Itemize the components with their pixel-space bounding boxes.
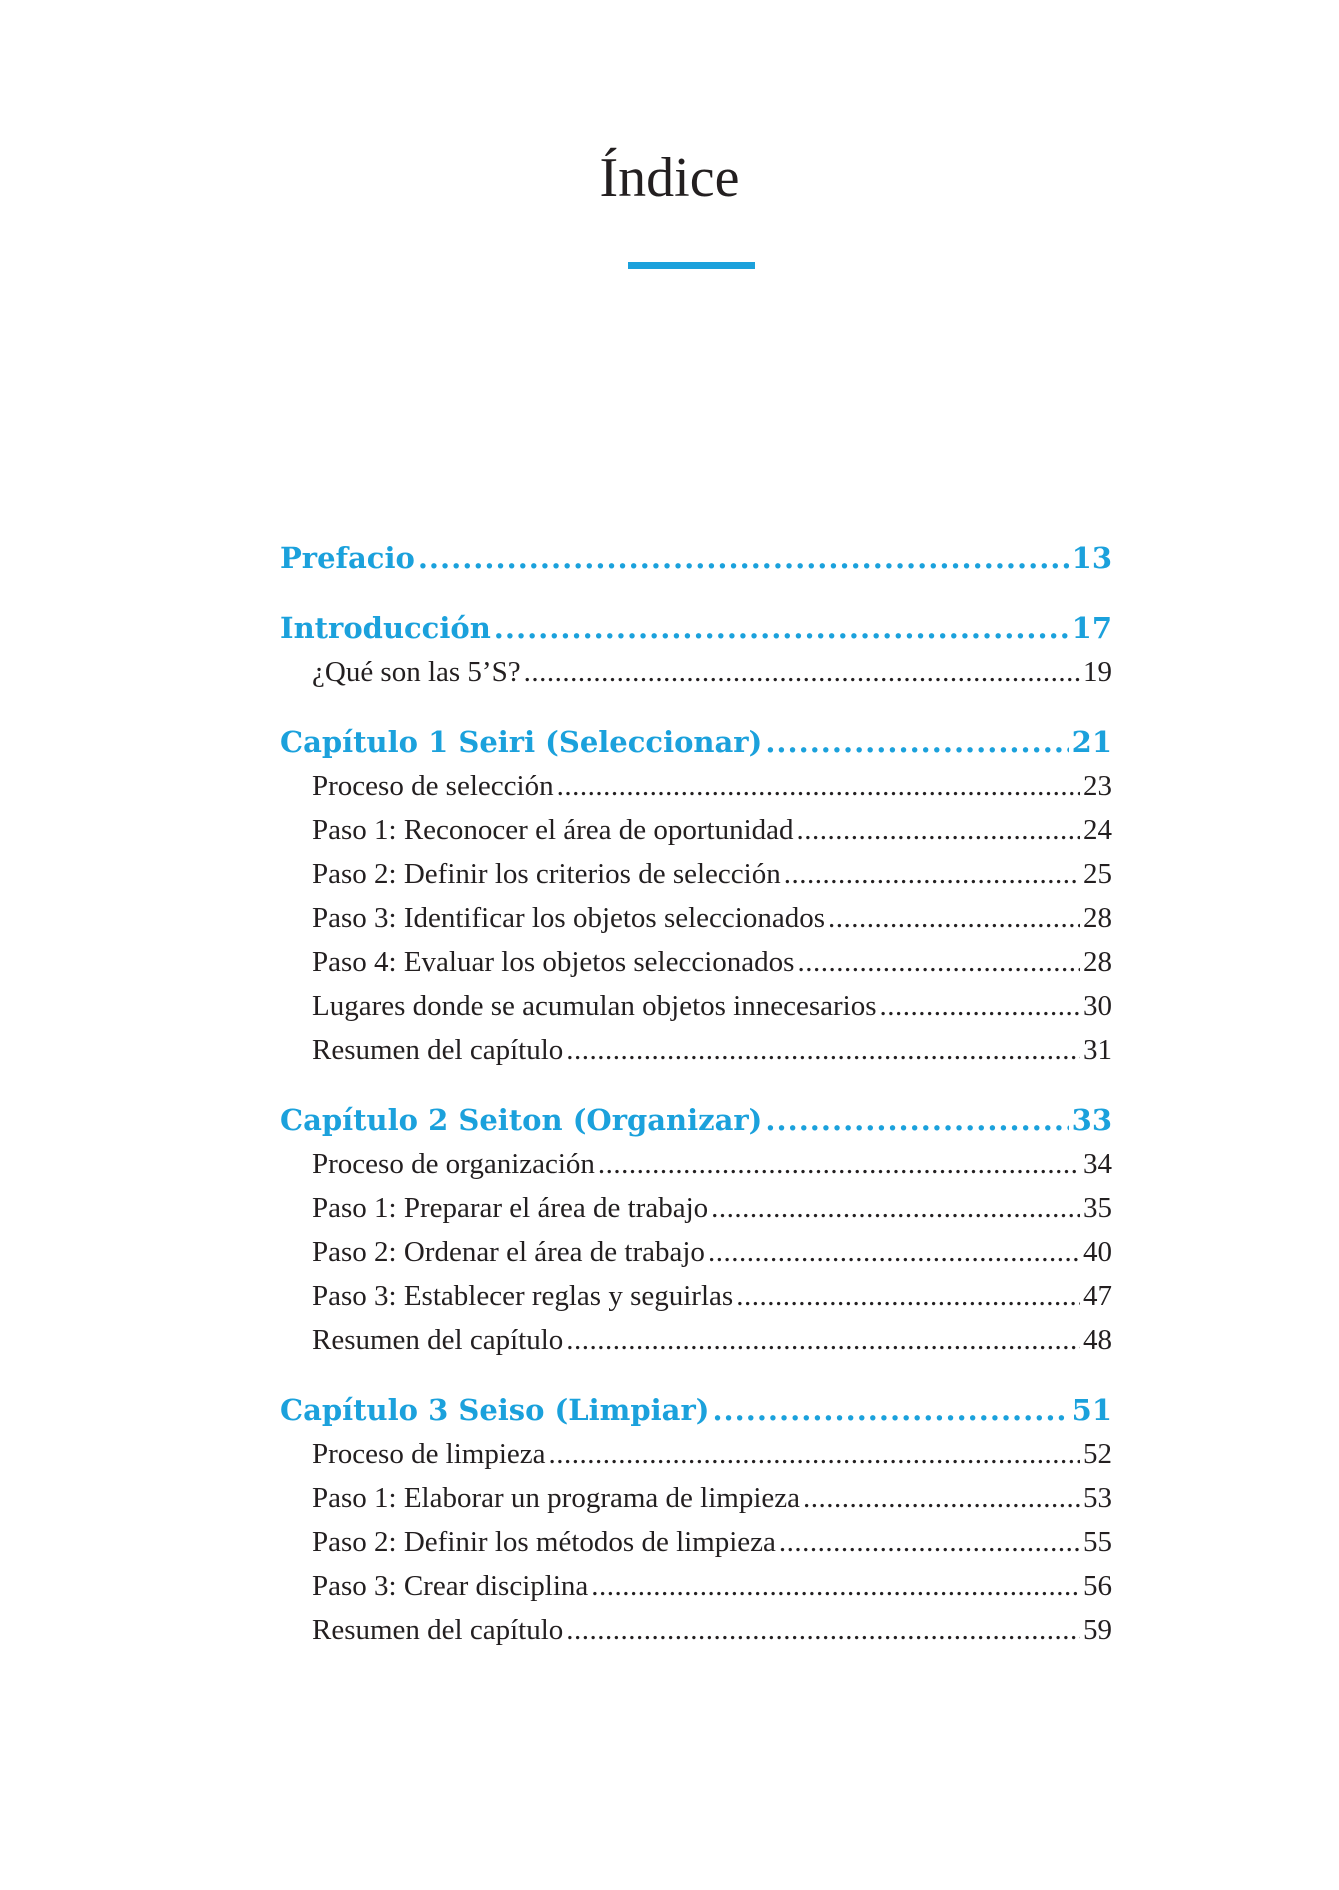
toc-entry-label: Capítulo 3 Seiso (Limpiar) [280,1393,710,1427]
toc-entry-page: 51 [1071,1393,1112,1427]
toc-entry-page: 33 [1071,1103,1112,1137]
toc-subentry-page: 48 [1083,1324,1112,1356]
toc-subentry[interactable] [280,852,1112,896]
toc-subentry-label: Paso 1: Reconocer el área de oportunidad [312,814,794,846]
toc-entry-capitulo-2[interactable] [280,1098,1112,1142]
toc-subentry-page: 53 [1083,1482,1112,1514]
toc-subentry-label: Paso 3: Establecer reglas y seguirlas [312,1280,734,1312]
toc-subentry-page: 25 [1083,858,1112,890]
dot-leader [566,1608,1080,1652]
toc-subentry[interactable] [280,1476,1112,1520]
dot-leader [708,1230,1080,1274]
toc-subentry[interactable] [280,1318,1112,1362]
dot-leader [765,1098,1068,1142]
dot-leader [797,808,1080,852]
toc-subentry-label: Paso 2: Ordenar el área de trabajo [312,1236,705,1268]
toc-entry-capitulo-3[interactable] [280,1388,1112,1432]
toc-subentry[interactable] [280,1274,1112,1318]
toc-entry-label: Capítulo 2 Seiton (Organizar) [280,1103,763,1137]
toc-subentry-page: 28 [1083,946,1112,978]
toc-subentry-page: 34 [1083,1148,1112,1180]
toc-subentry-label: Paso 2: Definir los criterios de selección [312,858,781,890]
toc-subentry-label: Lugares donde se acumulan objetos innecesarios [312,990,877,1022]
toc-subentry-label: Paso 3: Identificar los objetos seleccionados [312,902,826,934]
toc-subentry[interactable] [280,1608,1112,1652]
toc-subentry-label: Proceso de organización [312,1148,595,1180]
toc-subentry[interactable] [280,1564,1112,1608]
page-title: Índice [599,147,740,209]
toc-entry-label: Prefacio [280,541,415,575]
toc-subentry-page: 59 [1083,1614,1112,1646]
dot-leader [784,852,1080,896]
dot-leader [418,536,1069,580]
toc-subentry-page: 47 [1083,1280,1112,1312]
dot-leader [880,984,1080,1028]
toc-subentry[interactable] [280,1142,1112,1186]
toc-subentry[interactable] [280,650,1112,694]
dot-leader [712,1388,1068,1432]
toc-subentry[interactable] [280,1520,1112,1564]
dot-leader [797,940,1080,984]
dot-leader [566,1318,1080,1362]
toc-subentry-page: 30 [1083,990,1112,1022]
dot-leader [736,1274,1080,1318]
toc-entry-label: Introducción [280,611,491,645]
dot-leader [598,1142,1080,1186]
dot-leader [494,606,1069,650]
toc-subentry-label: Paso 4: Evaluar los objetos seleccionados [312,946,795,978]
toc-subentry[interactable] [280,940,1112,984]
toc-entry-page: 17 [1071,611,1112,645]
toc-subentry[interactable] [280,1028,1112,1072]
toc-subentry-page: 28 [1083,902,1112,934]
toc-subentry-page: 19 [1083,656,1112,688]
dot-leader [765,720,1068,764]
dot-leader [711,1186,1080,1230]
toc-subentry[interactable] [280,896,1112,940]
toc-subentry-page: 31 [1083,1034,1112,1066]
dot-leader [557,764,1080,808]
title-underline [628,262,755,269]
toc-subentry-page: 56 [1083,1570,1112,1602]
toc-subentry-label: ¿Qué son las 5’S? [312,656,521,688]
toc-subentry[interactable] [280,1230,1112,1274]
toc-entry-introduccion[interactable] [280,606,1112,650]
dot-leader [803,1476,1080,1520]
dot-leader [524,650,1080,694]
toc-subentry[interactable] [280,1186,1112,1230]
toc-subentry-label: Paso 1: Preparar el área de trabajo [312,1192,709,1224]
toc-subentry-label: Paso 2: Definir los métodos de limpieza [312,1526,776,1558]
toc-subentry-page: 23 [1083,770,1112,802]
toc-subentry-page: 24 [1083,814,1112,846]
toc-subentry-label: Resumen del capítulo [312,1614,564,1646]
toc-entry-label: Capítulo 1 Seiri (Seleccionar) [280,725,763,759]
dot-leader [566,1028,1080,1072]
dot-leader [828,896,1080,940]
toc-subentry[interactable] [280,984,1112,1028]
toc-subentry-label: Paso 1: Elaborar un programa de limpieza [312,1482,801,1514]
dot-leader [779,1520,1080,1564]
toc-entry-page: 21 [1071,725,1112,759]
toc-subentry-page: 52 [1083,1438,1112,1470]
toc-subentry[interactable] [280,764,1112,808]
toc-subentry-label: Proceso de selección [312,770,554,802]
dot-leader [591,1564,1080,1608]
toc-entry-prefacio[interactable] [280,536,1112,580]
toc-subentry[interactable] [280,1432,1112,1476]
table-of-contents [280,536,1112,1652]
toc-subentry-label: Proceso de limpieza [312,1438,546,1470]
toc-subentry-label: Paso 3: Crear disciplina [312,1570,589,1602]
toc-subentry-label: Resumen del capítulo [312,1034,564,1066]
toc-subentry[interactable] [280,808,1112,852]
toc-subentry-page: 55 [1083,1526,1112,1558]
toc-subentry-label: Resumen del capítulo [312,1324,564,1356]
toc-subentry-page: 35 [1083,1192,1112,1224]
toc-subentry-page: 40 [1083,1236,1112,1268]
dot-leader [549,1432,1080,1476]
toc-entry-capitulo-1[interactable] [280,720,1112,764]
toc-entry-page: 13 [1071,541,1112,575]
